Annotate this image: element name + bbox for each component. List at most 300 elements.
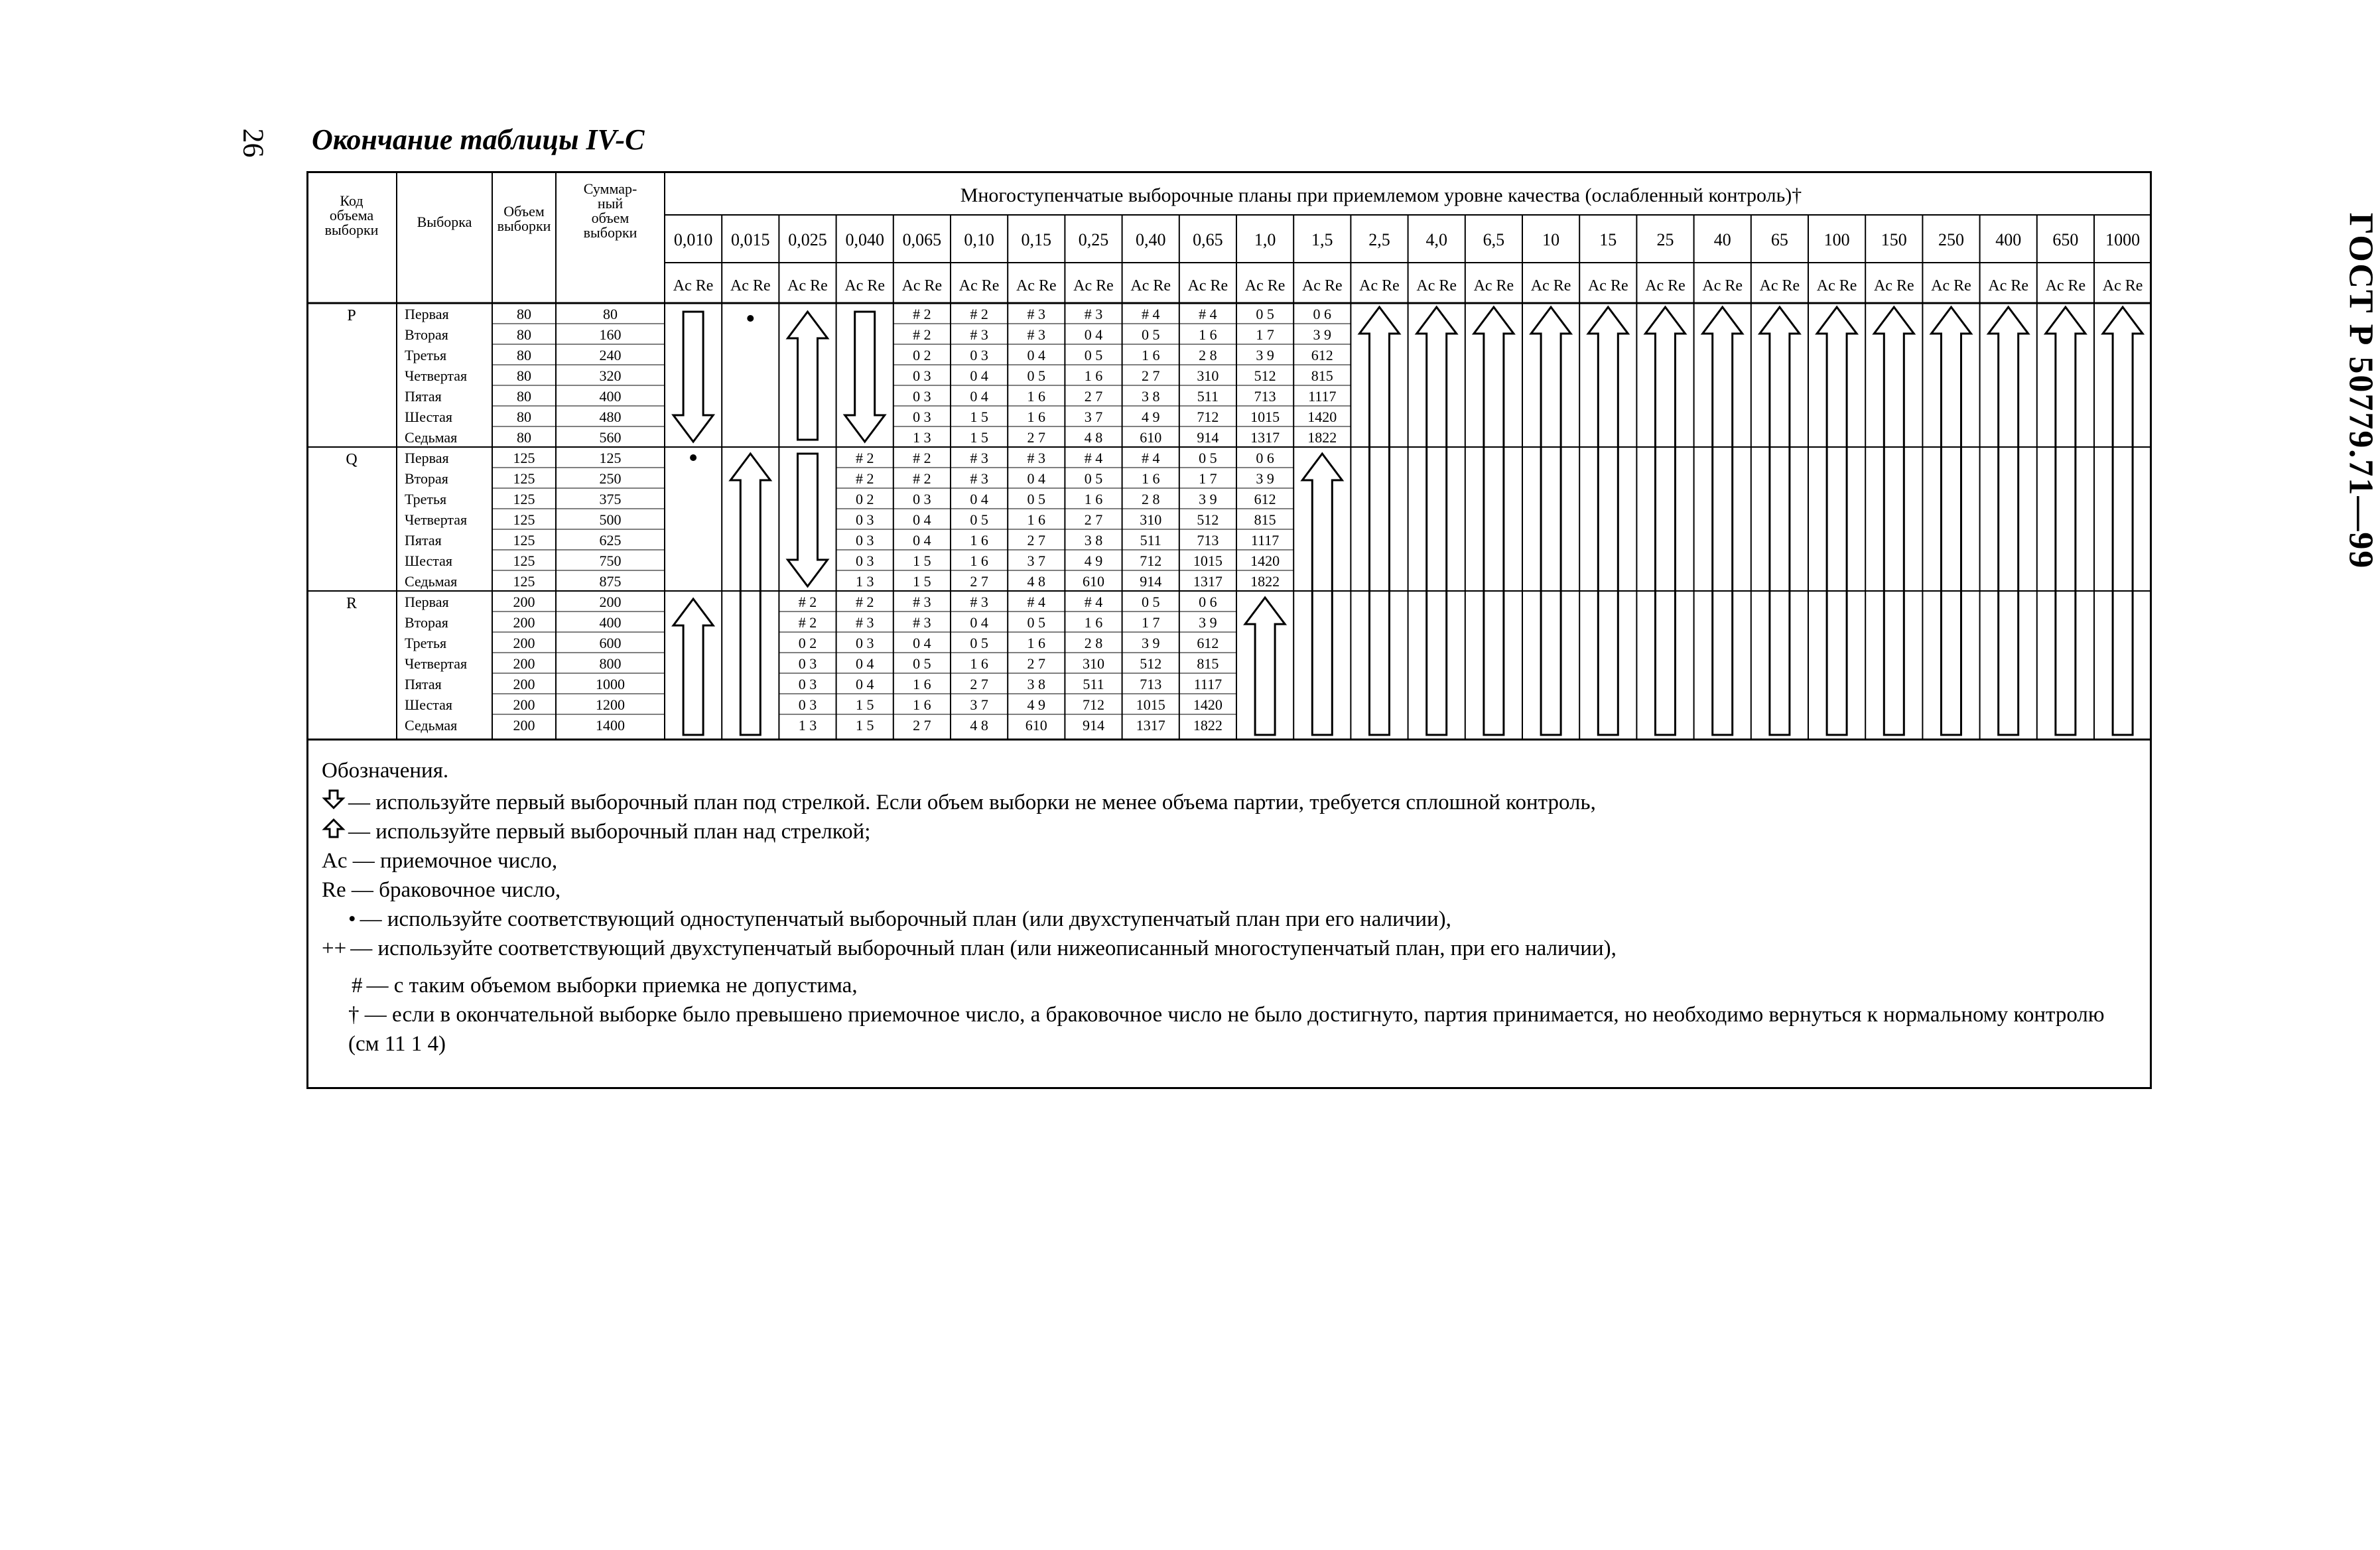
aql-value: 10 xyxy=(1542,230,1560,249)
acre-header: Ac Re xyxy=(1645,277,1686,294)
plan-value: 2 7 xyxy=(970,573,988,590)
up-arrow-icon xyxy=(1703,307,1743,735)
cumulative-size: 250 xyxy=(599,470,622,487)
sample-name: Седьмая xyxy=(405,573,458,590)
plan-value: 0 4 xyxy=(1027,470,1046,487)
page-number: 26 xyxy=(237,128,270,158)
plan-value: # 3 xyxy=(970,594,988,610)
plan-value: 1 6 xyxy=(1141,347,1160,363)
plan-value: # 4 xyxy=(1141,450,1160,466)
up-arrow-icon xyxy=(1874,307,1914,735)
plan-value: 2 7 xyxy=(1027,532,1046,549)
sample-name: Пятая xyxy=(405,676,442,692)
up-arrow-icon xyxy=(730,454,770,735)
cumulative-size: 560 xyxy=(599,429,622,446)
plan-value: 1 5 xyxy=(913,573,931,590)
sample-size: 200 xyxy=(513,696,535,713)
aql-value: 1000 xyxy=(2105,230,2141,249)
plan-value: 511 xyxy=(1197,388,1219,405)
sample-size: 125 xyxy=(513,470,535,487)
aql-value: 0,010 xyxy=(673,230,713,249)
acre-header: Ac Re xyxy=(1931,277,1971,294)
plan-value: 0 4 xyxy=(970,388,988,405)
plan-value: 0 4 xyxy=(855,655,874,672)
plan-value: 4 9 xyxy=(1027,696,1046,713)
aql-value: 100 xyxy=(1823,230,1850,249)
acre-header: Ac Re xyxy=(1816,277,1857,294)
cumulative-size: 375 xyxy=(599,491,622,507)
plan-value: 0 3 xyxy=(913,367,931,384)
plan-value: 3 9 xyxy=(1199,491,1217,507)
down-arrow-icon xyxy=(788,454,828,586)
sample-size: 125 xyxy=(513,511,535,528)
plan-value: # 2 xyxy=(855,470,874,487)
sample-name: Четвертая xyxy=(405,367,468,384)
sample-name: Первая xyxy=(405,594,449,610)
plan-value: 2 7 xyxy=(1084,511,1103,528)
plan-value: 815 xyxy=(1197,655,1219,672)
dagger-symbol: † xyxy=(348,1003,360,1027)
plan-value: 1 7 xyxy=(1256,326,1274,343)
sample-size: 200 xyxy=(513,635,535,651)
plan-value: 512 xyxy=(1140,655,1162,672)
aql-value: 0,65 xyxy=(1193,230,1223,249)
plan-value: 2 7 xyxy=(1027,655,1046,672)
acre-header: Ac Re xyxy=(1416,277,1457,294)
acre-header: Ac Re xyxy=(1130,277,1171,294)
legend-title: Обозначения. xyxy=(322,759,449,783)
acre-header: Ac Re xyxy=(1873,277,1914,294)
plan-value: # 2 xyxy=(913,470,931,487)
acre-header: Ac Re xyxy=(673,277,714,294)
aql-value: 0,025 xyxy=(788,230,827,249)
aql-value: 0,040 xyxy=(845,230,884,249)
dot-symbol: • xyxy=(348,907,356,931)
sample-header: Выборка xyxy=(417,214,472,230)
plan-value: 1015 xyxy=(1136,696,1165,713)
plan-value: 3 8 xyxy=(1084,532,1103,549)
sample-name: Седьмая xyxy=(405,429,458,446)
plan-value: # 3 xyxy=(1084,306,1103,322)
sample-name: Третья xyxy=(405,491,447,507)
acre-header: Ac Re xyxy=(1073,277,1114,294)
plan-value: 0 4 xyxy=(855,676,874,692)
dot-marker xyxy=(747,315,754,322)
table-caption: Окончание таблицы IV-C xyxy=(312,123,645,156)
plan-value: 612 xyxy=(1197,635,1219,651)
up-arrow-icon xyxy=(1417,307,1457,735)
plan-value: 1 6 xyxy=(913,676,931,692)
plan-value: 0 4 xyxy=(1027,347,1046,363)
plan-value: # 2 xyxy=(855,450,874,466)
plan-value: 1 7 xyxy=(1141,614,1160,631)
plan-value: 1 6 xyxy=(1027,409,1046,425)
aql-value: 0,25 xyxy=(1078,230,1109,249)
plan-value: 1 5 xyxy=(855,717,874,734)
plan-value: 0 3 xyxy=(855,532,874,549)
standard-title: ГОСТ Р 50779.71—99 xyxy=(2342,212,2380,570)
cumulative-size: 125 xyxy=(599,450,622,466)
sample-size: 200 xyxy=(513,676,535,692)
sample-size: 80 xyxy=(517,326,531,343)
sample-name: Шестая xyxy=(405,696,453,713)
plan-value: 1420 xyxy=(1250,552,1280,569)
sample-size: 80 xyxy=(517,347,531,363)
sample-size: 125 xyxy=(513,491,535,507)
legend-hash xyxy=(322,971,2126,1000)
plan-value: 4 8 xyxy=(970,717,988,734)
aql-value: 6,5 xyxy=(1483,230,1505,249)
plans-header: Многоступенчатые выборочные планы при приемлемом уровне качества (ослабленный контроль)† xyxy=(960,184,1802,206)
sample-name: Пятая xyxy=(405,532,442,549)
acre-header: Ac Re xyxy=(730,277,771,294)
sample-code: R xyxy=(346,595,358,612)
plan-value: 0 3 xyxy=(855,635,874,651)
cumulative-size: 160 xyxy=(599,326,622,343)
plan-value: 0 5 xyxy=(1256,306,1274,322)
aql-value: 40 xyxy=(1713,230,1731,249)
cumulative-size: 600 xyxy=(599,635,622,651)
plan-value: 0 3 xyxy=(913,388,931,405)
sample-size: 80 xyxy=(517,388,531,405)
up-arrow-icon xyxy=(1989,307,2028,735)
plan-value: 1822 xyxy=(1193,717,1223,734)
plan-value: 1117 xyxy=(1193,676,1223,692)
plan-value: # 4 xyxy=(1084,450,1103,466)
sample-size: 125 xyxy=(513,450,535,466)
sample-size: 125 xyxy=(513,573,535,590)
plan-value: 0 5 xyxy=(1084,470,1103,487)
acre-header: Ac Re xyxy=(1359,277,1400,294)
plan-value: 713 xyxy=(1254,388,1276,405)
acre-header: Ac Re xyxy=(844,277,886,294)
aql-value: 0,065 xyxy=(902,230,942,249)
sample-name: Третья xyxy=(405,635,447,651)
plan-value: 2 7 xyxy=(1027,429,1046,446)
plan-value: # 2 xyxy=(970,306,988,322)
size-header: выборки xyxy=(497,218,551,234)
sample-size: 125 xyxy=(513,532,535,549)
plan-value: 1 6 xyxy=(1027,635,1046,651)
plan-value: # 4 xyxy=(1199,306,1217,322)
plan-value: 0 3 xyxy=(798,696,817,713)
plan-value: 4 8 xyxy=(1027,573,1046,590)
plan-value: 1 6 xyxy=(1084,614,1103,631)
plan-value: 712 xyxy=(1140,552,1162,569)
plan-value: 1822 xyxy=(1307,429,1337,446)
aql-value: 15 xyxy=(1599,230,1617,249)
sample-size: 80 xyxy=(517,367,531,384)
sample-size: 125 xyxy=(513,552,535,569)
acre-header: Ac Re xyxy=(1759,277,1800,294)
plan-value: 1 6 xyxy=(1141,470,1160,487)
plan-value: 1 7 xyxy=(1199,470,1217,487)
cumulative-size: 400 xyxy=(599,388,622,405)
sample-size: 80 xyxy=(517,306,531,322)
plan-value: 2 8 xyxy=(1199,347,1217,363)
legend-down-text: — используйте первый выборочный план под стрелкой. Если объем выборки не менее объема партии, требуется сплошной контроль, xyxy=(348,791,1596,814)
up-arrow-icon xyxy=(1474,307,1514,735)
down-arrow-icon xyxy=(845,312,885,442)
acre-header: Ac Re xyxy=(1187,277,1228,294)
plan-value: 0 3 xyxy=(970,347,988,363)
plan-value: 610 xyxy=(1140,429,1162,446)
sample-size: 200 xyxy=(513,717,535,734)
sample-size: 80 xyxy=(517,409,531,425)
plan-value: 815 xyxy=(1254,511,1276,528)
legend-dot-text: — используйте соответствующий одноступенчатый выборочный план (или двухступенчатый план при его наличии), xyxy=(360,907,1451,931)
plan-value: 0 5 xyxy=(1027,367,1046,384)
legend-plusplus xyxy=(322,934,2126,963)
dot-marker xyxy=(690,454,696,461)
up-arrow-icon xyxy=(1932,307,1971,735)
acre-header: Ac Re xyxy=(1988,277,2029,294)
aql-value: 2,5 xyxy=(1368,230,1390,249)
plan-value: # 3 xyxy=(913,594,931,610)
plan-value: 1117 xyxy=(1250,532,1280,549)
sampling-table xyxy=(306,171,2152,742)
aql-value: 150 xyxy=(1881,230,1907,249)
plan-value: 610 xyxy=(1083,573,1104,590)
plan-value: 612 xyxy=(1311,347,1333,363)
plan-value: 0 4 xyxy=(913,511,931,528)
plan-value: 1015 xyxy=(1250,409,1280,425)
aql-value: 25 xyxy=(1656,230,1674,249)
plan-value: 3 7 xyxy=(1084,409,1103,425)
plan-value: 1 5 xyxy=(913,552,931,569)
cumulative-size: 400 xyxy=(599,614,622,631)
cumulative-size: 800 xyxy=(599,655,622,672)
plan-value: # 2 xyxy=(798,594,817,610)
plan-value: 1822 xyxy=(1250,573,1280,590)
cumulative-size: 80 xyxy=(603,306,618,322)
aql-value: 4,0 xyxy=(1425,230,1447,249)
plan-value: 4 9 xyxy=(1141,409,1160,425)
plan-value: 3 7 xyxy=(970,696,988,713)
plan-value: 310 xyxy=(1197,367,1219,384)
plan-value: # 4 xyxy=(1027,594,1046,610)
up-arrow-icon xyxy=(1646,307,1686,735)
aql-value: 0,40 xyxy=(1135,230,1166,249)
plan-value: # 3 xyxy=(1027,326,1046,343)
plan-value: # 3 xyxy=(1027,306,1046,322)
plusplus-symbol: ++ xyxy=(322,936,347,960)
up-arrow-icon xyxy=(673,599,713,735)
plan-value: # 3 xyxy=(855,614,874,631)
aql-value: 650 xyxy=(2052,230,2079,249)
plan-value: 0 5 xyxy=(1084,347,1103,363)
plan-value: 0 5 xyxy=(1141,594,1160,610)
plan-value: # 3 xyxy=(970,326,988,343)
plan-value: # 4 xyxy=(1141,306,1160,322)
legend-dagger xyxy=(322,1000,2126,1059)
legend-dagger-text: — если в окончательной выборке было превышено приемочное число, а браковочное число не было достигнуто, партия принимается, но необходимо вернуться к нормальному контролю (см 11 1 4) xyxy=(348,1003,2105,1056)
legend xyxy=(322,756,2126,1059)
plan-value: 0 3 xyxy=(913,491,931,507)
plan-value: 2 7 xyxy=(1141,367,1160,384)
plan-value: 4 8 xyxy=(1084,429,1103,446)
sample-name: Четвертая xyxy=(405,655,468,672)
cumulative-size: 500 xyxy=(599,511,622,528)
plan-value: 3 7 xyxy=(1027,552,1046,569)
plan-value: 512 xyxy=(1197,511,1219,528)
down-arrow-icon xyxy=(673,312,713,442)
sample-code: Q xyxy=(346,451,358,468)
sample-name: Седьмая xyxy=(405,717,458,734)
cumulative-size: 480 xyxy=(599,409,622,425)
aql-value: 65 xyxy=(1770,230,1788,249)
plan-value: 1317 xyxy=(1136,717,1165,734)
plan-value: # 2 xyxy=(798,614,817,631)
plan-value: 0 4 xyxy=(913,635,931,651)
plan-value: 0 2 xyxy=(855,491,874,507)
sample-name: Шестая xyxy=(405,552,453,569)
sample-size: 80 xyxy=(517,429,531,446)
plan-value: 0 3 xyxy=(798,676,817,692)
plan-value: 0 6 xyxy=(1313,306,1332,322)
plan-value: 0 4 xyxy=(970,614,988,631)
plan-value: # 2 xyxy=(913,306,931,322)
cumulative-size: 625 xyxy=(599,532,622,549)
up-arrow-icon xyxy=(1760,307,1800,735)
plan-value: 1 3 xyxy=(798,717,817,734)
plan-value: 1 6 xyxy=(970,532,988,549)
legend-dot xyxy=(322,905,2126,934)
plan-value: 1 6 xyxy=(913,696,931,713)
plan-value: # 3 xyxy=(970,450,988,466)
plan-value: 0 2 xyxy=(798,635,817,651)
down-arrow-icon xyxy=(322,789,346,809)
up-arrow-icon xyxy=(1588,307,1628,735)
plan-value: 1 6 xyxy=(970,552,988,569)
sample-name: Первая xyxy=(405,450,449,466)
plan-value: 1 3 xyxy=(855,573,874,590)
plan-value: 914 xyxy=(1140,573,1162,590)
plan-value: 2 7 xyxy=(913,717,931,734)
cumulative-size: 750 xyxy=(599,552,622,569)
cumulative-header: выборки xyxy=(583,224,637,241)
plan-value: 713 xyxy=(1197,532,1219,549)
plan-value: 3 9 xyxy=(1141,635,1160,651)
plan-value: 0 6 xyxy=(1199,594,1217,610)
plan-value: 0 4 xyxy=(1084,326,1103,343)
plan-value: 1 6 xyxy=(1084,491,1103,507)
plan-value: 511 xyxy=(1140,532,1161,549)
sample-size: 200 xyxy=(513,614,535,631)
acre-header: Ac Re xyxy=(1702,277,1743,294)
up-arrow-icon xyxy=(2046,307,2085,735)
cumulative-size: 240 xyxy=(599,347,622,363)
plan-value: 815 xyxy=(1311,367,1333,384)
plan-value: 2 7 xyxy=(970,676,988,692)
plan-value: # 2 xyxy=(913,450,931,466)
plan-value: 0 5 xyxy=(970,635,988,651)
plan-value: 310 xyxy=(1083,655,1104,672)
plan-value: 0 5 xyxy=(913,655,931,672)
legend-plusplus-text: — используйте соответствующий двухступенчатый выборочный план (или нижеописанный многоступенчатый план, при его наличии), xyxy=(350,936,1617,960)
aql-value: 400 xyxy=(1995,230,2022,249)
up-arrow-icon xyxy=(322,818,346,838)
code-header: объема xyxy=(329,207,374,224)
cumulative-header: Суммар- xyxy=(583,180,637,197)
plan-value: 1317 xyxy=(1250,429,1280,446)
up-arrow-icon xyxy=(1302,454,1342,735)
aql-value: 0,10 xyxy=(964,230,994,249)
plan-value: 4 9 xyxy=(1084,552,1103,569)
sample-name: Вторая xyxy=(405,470,448,487)
plan-value: 1015 xyxy=(1193,552,1223,569)
plan-value: 0 3 xyxy=(855,552,874,569)
plan-value: 914 xyxy=(1197,429,1219,446)
up-arrow-icon xyxy=(1531,307,1571,735)
plan-value: # 3 xyxy=(913,614,931,631)
plan-value: 0 5 xyxy=(1027,614,1046,631)
plan-value: # 4 xyxy=(1084,594,1103,610)
acre-header: Ac Re xyxy=(1016,277,1057,294)
sample-name: Первая xyxy=(405,306,449,322)
legend-down-arrow xyxy=(322,788,2126,817)
hash-symbol: # xyxy=(352,974,363,998)
plan-value: 3 8 xyxy=(1027,676,1046,692)
plan-value: 2 7 xyxy=(1084,388,1103,405)
cumulative-size: 1400 xyxy=(596,717,625,734)
plan-value: 1 6 xyxy=(1084,367,1103,384)
plan-value: 310 xyxy=(1140,511,1162,528)
plan-value: 0 5 xyxy=(1199,450,1217,466)
aql-value: 0,15 xyxy=(1021,230,1052,249)
sample-name: Шестая xyxy=(405,409,453,425)
acre-header: Ac Re xyxy=(1244,277,1286,294)
plan-value: # 3 xyxy=(970,470,988,487)
plan-value: 3 9 xyxy=(1256,470,1274,487)
code-header: выборки xyxy=(324,222,379,238)
plan-value: 1117 xyxy=(1308,388,1337,405)
plan-value: 512 xyxy=(1254,367,1276,384)
up-arrow-icon xyxy=(2103,307,2143,735)
plan-value: 1420 xyxy=(1307,409,1337,425)
plan-value: 1 6 xyxy=(1027,511,1046,528)
plan-value: 3 9 xyxy=(1313,326,1332,343)
plan-value: 0 4 xyxy=(913,532,931,549)
plan-value: 0 5 xyxy=(1027,491,1046,507)
up-arrow-icon xyxy=(788,312,828,440)
up-arrow-icon xyxy=(1817,307,1857,735)
plan-value: 1 6 xyxy=(970,655,988,672)
acre-header: Ac Re xyxy=(1301,277,1343,294)
cumulative-size: 1000 xyxy=(596,676,625,692)
plan-value: 1 3 xyxy=(913,429,931,446)
plan-value: 1 6 xyxy=(1199,326,1217,343)
plan-value: 3 8 xyxy=(1141,388,1160,405)
legend-up-text: — используйте первый выборочный план над стрелкой; xyxy=(348,820,871,844)
plan-value: 0 5 xyxy=(1141,326,1160,343)
acre-header: Ac Re xyxy=(1587,277,1628,294)
plan-value: 712 xyxy=(1083,696,1104,713)
plan-value: 712 xyxy=(1197,409,1219,425)
acre-header: Ac Re xyxy=(787,277,828,294)
aql-value: 0,015 xyxy=(731,230,770,249)
sample-code: P xyxy=(347,307,356,324)
plan-value: # 2 xyxy=(913,326,931,343)
legend-re: Re — браковочное число, xyxy=(322,878,561,902)
cumulative-size: 200 xyxy=(599,594,622,610)
aql-value: 250 xyxy=(1938,230,1964,249)
plan-value: 713 xyxy=(1140,676,1162,692)
plan-value: 1 5 xyxy=(970,409,988,425)
sample-size: 200 xyxy=(513,655,535,672)
sample-name: Третья xyxy=(405,347,447,363)
plan-value: 1 6 xyxy=(1027,388,1046,405)
